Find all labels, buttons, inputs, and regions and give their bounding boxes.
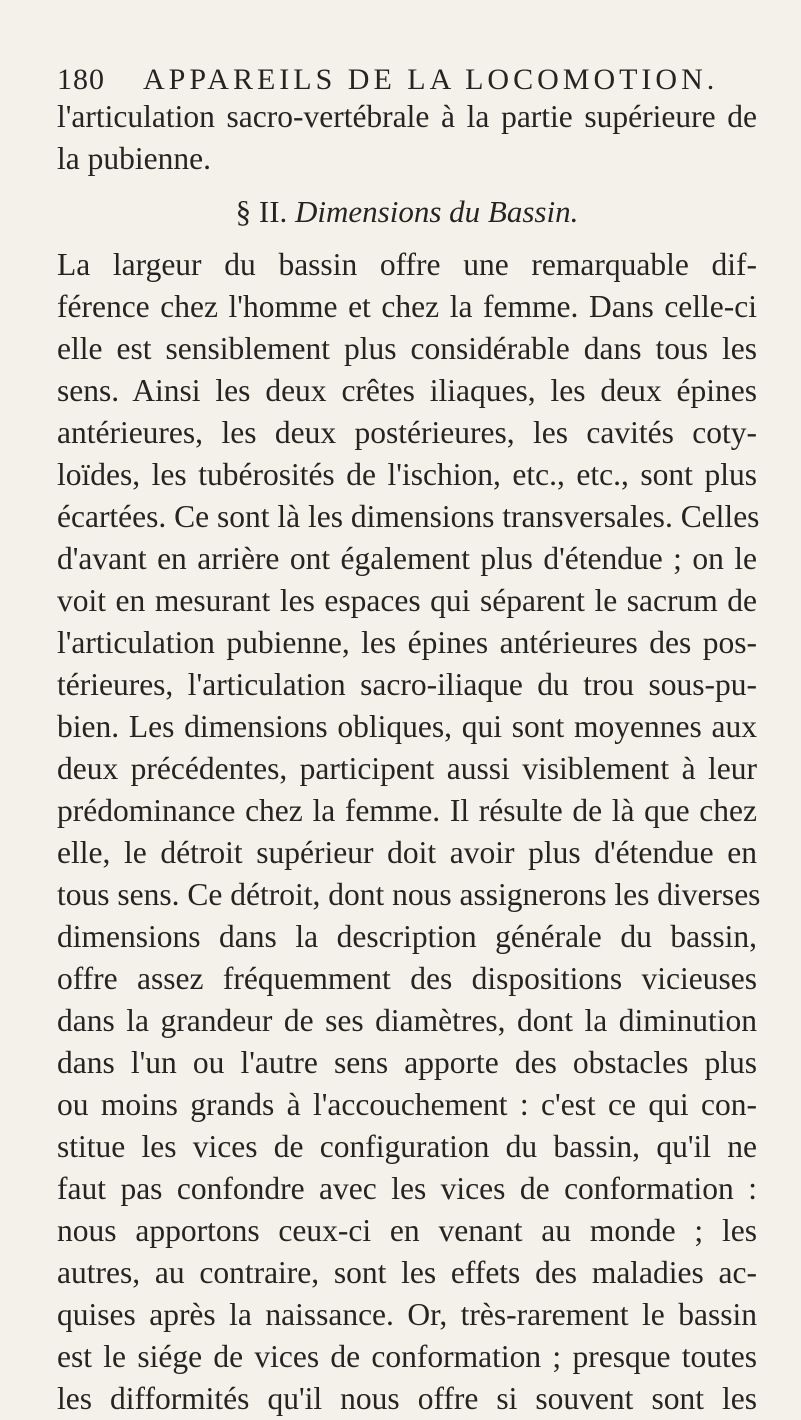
text-line: nous apportons ceux-ci en venant au monde ; les: [57, 1213, 757, 1248]
text-line: écartées. Ce sont là les dimensions transversales. Celles: [57, 499, 760, 534]
text-line: est le siége de vices de conformation ; presque toutes: [57, 1339, 757, 1374]
text-line: elle, le détroit supérieur doit avoir plus d'étendue en: [57, 835, 757, 870]
text-line: La largeur du bassin offre une remarquable dif-: [57, 247, 757, 282]
section-heading: [57, 186, 757, 238]
text-line: tous sens. Ce détroit, dont nous assignerons les diverses: [57, 877, 761, 912]
text-line: deux précédentes, participent aussi visiblement à leur: [57, 751, 757, 786]
page-number: 180: [57, 63, 105, 96]
section-number: § II.: [235, 194, 288, 229]
section-title: Dimensions du Bassin.: [295, 194, 579, 229]
paragraph: [57, 244, 761, 1420]
text-line: offre assez fréquemment des dispositions vicieuses: [57, 961, 757, 996]
text-line: ou moins grands à l'accouchement : c'est ce qui con-: [57, 1087, 757, 1122]
text-line: loïdes, les tubérosités de l'ischion, etc., etc., sont plus: [57, 457, 757, 492]
running-head: [57, 60, 757, 100]
text-line: les difformités qu'il nous offre si souvent sont les: [57, 1381, 757, 1416]
text-line: bien. Les dimensions obliques, qui sont moyennes aux: [57, 709, 757, 744]
text-line: dans l'un ou l'autre sens apporte des obstacles plus: [57, 1045, 757, 1080]
text-line: térieures, l'articulation sacro-iliaque du trou sous-pu-: [57, 667, 757, 702]
running-title: APPAREILS DE LA LOCOMOTION.: [143, 63, 719, 96]
text-line: prédominance chez la femme. Il résulte de là que chez: [57, 793, 757, 828]
text-line: dimensions dans la description générale du bassin,: [57, 919, 757, 954]
text-line: quises après la naissance. Or, très-rarement le bassin: [57, 1297, 757, 1332]
text-line: la pubienne.: [57, 141, 211, 176]
text-line: voit en mesurant les espaces qui séparent le sacrum de: [57, 583, 757, 618]
text-line: autres, au contraire, sont les effets des maladies ac-: [57, 1255, 757, 1290]
text-line: sens. Ainsi les deux crêtes iliaques, les deux épines: [57, 373, 757, 408]
text-line: elle est sensiblement plus considérable dans tous les: [57, 331, 757, 366]
text-line: l'articulation sacro-vertébrale à la partie supérieure de: [57, 99, 757, 134]
body-text: [57, 96, 761, 1420]
text-line: l'articulation pubienne, les épines antérieures des pos-: [57, 625, 757, 660]
text-line: faut pas confondre avec les vices de conformation :: [57, 1171, 757, 1206]
text-line: stitue les vices de configuration du bassin, qu'il ne: [57, 1129, 757, 1164]
text-line: dans la grandeur de ses diamètres, dont la diminution: [57, 1003, 757, 1038]
text-line: férence chez l'homme et chez la femme. Dans celle-ci: [57, 289, 757, 324]
text-line: antérieures, les deux postérieures, les cavités coty-: [57, 415, 757, 450]
text-line: d'avant en arrière ont également plus d'étendue ; on le: [57, 541, 757, 576]
